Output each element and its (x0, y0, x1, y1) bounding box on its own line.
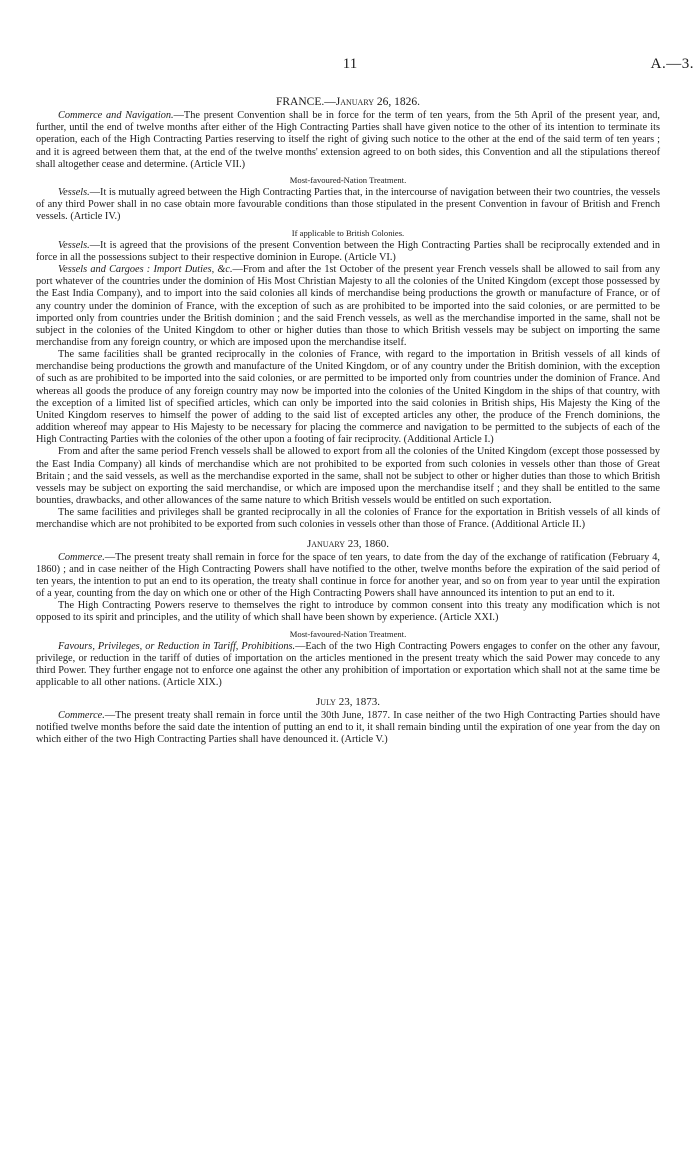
section-date-1873: July 23, 1873. (316, 696, 380, 709)
paragraph-text: —From and after the 1st October of the present year French vessels shall be allowed to sail from any port whatever of the countries under the dominion of His Most Christian Majesty to all the colonies of the United Kingdom (except those possessed by the East India Company), and to import into the said colonies all kinds of merchandise being productions the growth or manufacture of France, or of any country under the dominion of France, with the exception of such as are prohibited to be imported into the said colonies, or are permitted to be imported only from countries under the British dominion ; and the said French vessels, as well as the merchandise imported in the same, shall not be subject in the colonies of the United Kingdom to other or higher duties than those to which British vessels may be subject on importing the same merchandise from any foreign country, or which are imposed upon the merchandise itself. (36, 264, 660, 348)
paragraph-lead: Commerce. (58, 709, 105, 721)
paragraph-text: —It is agreed that the provisions of the present Convention between the High Contracting Parties shall be reciprocally extended and in force in all the possessions subject to their respective dominion in Europe. (Article VI.) (36, 239, 660, 263)
paragraph-export-colonies: From and after the same period French vessels shall be allowed to export from all the colonies of the United Kingdom (except those possessed by the East India Company) all kinds of merchandise which are not prohibited to be exported from such colonies in vessels other than those of Great Britain ; and the said vessels, as well as the merchandise exported in the same, shall not be subject to other or higher duties than those to which British vessels may be subject on exporting the said merchandise, or which are imposed upon the merchandise itself ; and they shall be entitled to the same bounties, drawbacks, and other allowances of the same nature to which British vessels would be entitled on such exportation. (36, 446, 660, 506)
title-date: January 26, 1826. (335, 96, 420, 108)
paragraph-reciprocal-facilities: The same facilities shall be granted reciprocally in the colonies of France, with regard to the importation in British vessels of all kinds of merchandise being productions the growth and manufacture of the United Kingdom, or of any country under the British dominion, with the exception of such as are prohibited to be imported into the said colonies, or are permitted to be imported only from countries under the dominion of France. And whereas all goods the produce of any foreign country may now be imported into the colonies of the United Kingdom in the ships of that country, with the exception of a limited list of specified articles, which can only be imported into the said colonies in British ships, His Majesty the King of the United Kingdom reserves to himself the power of adding to the said list of excepted articles any other, the produce of the French dominions, the addition whereof may appear to His Majesty to be necessary for placing the commerce and navigation to be permitted to the subjects of each of the High Contracting Parties with the colonies of the other upon a footing of fair reciprocity. (Additional Article I.) (36, 349, 660, 446)
paragraph-export-france: The same facilities and privileges shall be granted reciprocally in all the colonies of France for the exportation in British vessels of all kinds of merchandise which are not prohibited to be exported from such colonies in vessels other than those of France. (Additional Article II.) (36, 507, 660, 531)
subheading-mfn: Most-favoured-Nation Treatment. (289, 174, 407, 185)
paragraph-vessels-mfn (36, 187, 660, 223)
document-body (36, 96, 660, 746)
paragraph-lead: Favours, Privileges, or Reduction in Tariff, Prohibitions. (58, 640, 296, 652)
title-country: FRANCE.— (275, 96, 336, 108)
paragraph-lead: Vessels. (58, 239, 90, 251)
paragraph-text: —The present Convention shall be in force for the term of ten years, from the 5th April of the present year, and, further, until the end of twelve months after either of the High Contracting Parties shall have given notice to the other of its intention to terminate its operation, each of the High Contracting Parties reserving to itself the right of giving such notice to the other at the end of the said term of ten years ; and it is agreed between them that, at the end of the twelve months' extension agreed to on both sides, this Convention and all the stipulations thereof shall altogether cease and determine. (Article VII.) (36, 110, 661, 170)
paragraph-text: —Each of the two High Contracting Powers engages to confer on the other any favour, privilege, or reduction in the tariff of duties of importation on the articles mentioned in the present treaty which the said Power may concede to any third Power. They further engage not to enforce one against the other any prohibition of importation or exportation which shall not at the same time be applicable to all other nations. (Article XIX.) (36, 640, 660, 689)
page-number: 11 (342, 56, 358, 72)
paragraph-commerce-navigation (36, 110, 660, 171)
paragraph-modification-1860: The High Contracting Powers reserve to themselves the right to introduce by common consent into this treaty any modification which is not opposed to its spirit and principles, and the utility of which shall have been shown by experience. (Article XXI.) (36, 600, 660, 624)
section-title-france (36, 96, 660, 108)
paragraph-lead: Vessels. (58, 187, 90, 199)
subheading-colonies: If applicable to British Colonies. (291, 227, 405, 238)
paragraph-favours-1860 (36, 641, 660, 690)
paragraph-text: —It is mutually agreed between the High Contracting Parties that, in the intercourse of navigation between their two countries, the vessels of any third Power shall in no case obtain more favourable conditions than those stipulated in the present Convention in favour of British and French vessels. (Article IV.) (36, 187, 660, 223)
paragraph-lead: Commerce and Navigation. (58, 110, 174, 122)
paragraph-lead: Vessels and Cargoes : Import Duties, &c. (58, 264, 233, 276)
paragraph-commerce-1860 (36, 552, 660, 601)
page-reference: A.—3. (650, 56, 694, 72)
paragraph-vessels-colonies (36, 240, 660, 264)
paragraph-vessels-cargoes (36, 264, 660, 349)
paragraph-text: —The present treaty shall remain in force until the 30th June, 1877. In case neither of the two High Contracting Parties should have notified twelve months before the said date the intention of putting an end to it, it shall remain binding until the expiration of one year from the day on which either of the two High Contracting Parties shall have denounced it. (Article V.) (36, 709, 660, 745)
paragraph-lead: Commerce. (58, 551, 105, 563)
paragraph-text: —The present treaty shall remain in force for the space of ten years, to date from the day of the exchange of ratification (February 4, 1860) ; and in case neither of the High Contracting Powers shall have notified to the other, twelve months before the expiration of the said period of ten years, the intention to put an end to its operation, the treaty shall continue in force for another year, and so on from year to year until the expiration of a year, counting from the day on which one or other of the High Contracting Powers shall have announced its intention to put an end to it. (36, 551, 660, 600)
section-date-1860: January 23, 1860. (306, 538, 390, 551)
subheading-mfn-1860: Most-favoured-Nation Treatment. (289, 628, 407, 639)
paragraph-commerce-1873 (36, 710, 660, 746)
